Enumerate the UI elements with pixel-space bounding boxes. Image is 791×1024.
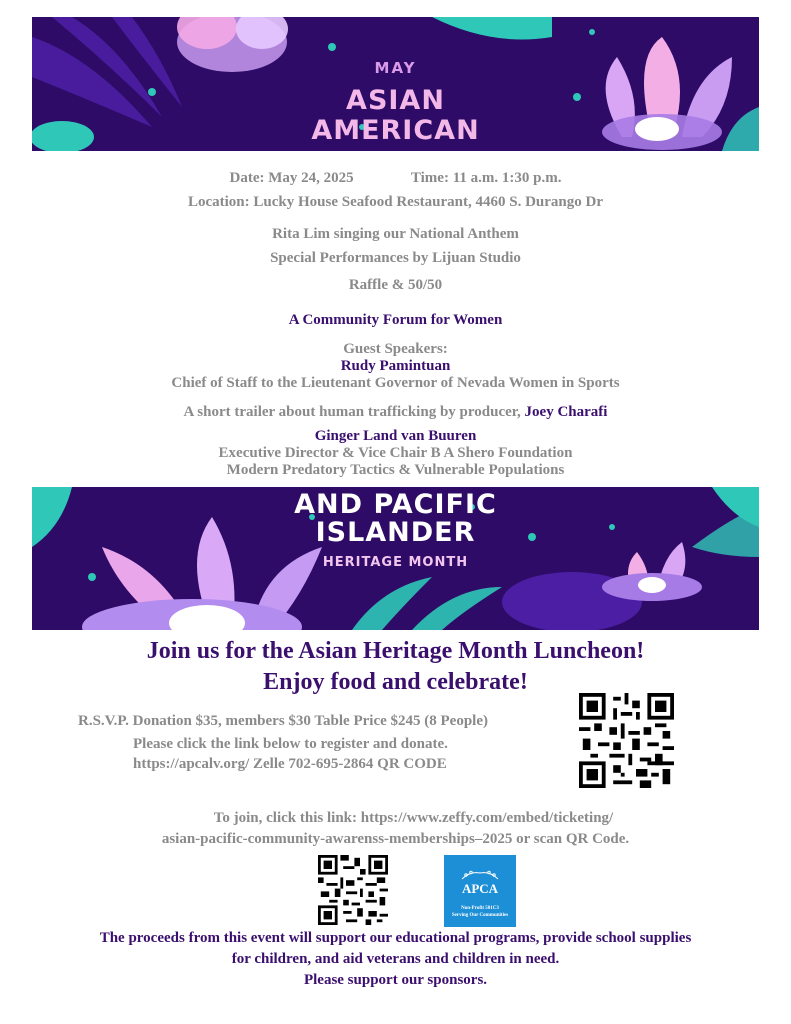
top-banner xyxy=(32,17,759,151)
join-link-line1[interactable]: To join, click this link: https://www.zeffy.com/embed/ticketing/ xyxy=(213,810,614,826)
bottom-banner xyxy=(32,487,759,630)
footer-line3: Please support our sponsors. xyxy=(303,972,488,988)
footer-line1: The proceeds from this event will support our educational programs, provide school supplies xyxy=(99,930,692,946)
speaker1-title: Chief of Staff to the Lieutenant Governor of Nevada Women in Sports xyxy=(171,375,620,391)
lotus-icon xyxy=(602,542,702,601)
banner-subtitle: HERITAGE MONTH xyxy=(322,555,469,570)
trailer-producer: Joey Charafi xyxy=(524,404,608,420)
event-date: Date: May 24, 2025 xyxy=(229,170,354,186)
logo-name: APCA xyxy=(461,881,499,896)
rsvp-instructions: Please click the link below to register and donate. xyxy=(133,736,448,752)
rsvp-link-zelle[interactable]: https://apcalv.org/ Zelle 702-695-2864 QR CODE xyxy=(133,756,447,772)
trailer-text xyxy=(0,404,791,421)
speaker2-name: Ginger Land van Buuren xyxy=(314,428,477,444)
forum-title: A Community Forum for Women xyxy=(288,312,503,328)
banner-month: MAY xyxy=(374,59,417,77)
event-performances: Special Performances by Lijuan Studio xyxy=(270,250,521,266)
logo-caption1: Non-Profit 501C3 xyxy=(461,906,499,911)
banner-title-line1: ASIAN xyxy=(346,85,445,116)
event-time: Time: 11 a.m. 1:30 p.m. xyxy=(410,170,562,186)
event-location: Location: Lucky House Seafood Restaurant, 4460 S. Durango Dr xyxy=(187,194,604,210)
rsvp-pricing: R.S.V.P. Donation $35, members $30 Table Price $245 (8 People) xyxy=(78,713,488,729)
qr-code-icon xyxy=(318,855,388,925)
palm-leaf-icon xyxy=(352,577,502,630)
footer-line2: for children, and aid veterans and children in need. xyxy=(231,951,560,967)
speaker2-title: Executive Director & Vice Chair B A Shero Foundation xyxy=(218,445,573,461)
apca-logo xyxy=(444,855,516,927)
event-anthem: Rita Lim singing our National Anthem xyxy=(272,226,519,242)
event-raffle: Raffle & 50/50 xyxy=(348,277,443,293)
event-date-time xyxy=(0,170,791,187)
qr-code-icon xyxy=(579,693,674,788)
speaker2-topic: Modern Predatory Tactics & Vulnerable Populations xyxy=(226,462,565,478)
banner-title-line4: ISLANDER xyxy=(315,517,476,548)
banner-title-line3: AND PACIFIC xyxy=(294,489,497,520)
logo-caption2: Serving Our Communities xyxy=(451,913,509,918)
banner-title-line2: AMERICAN xyxy=(311,115,480,146)
trailer-description: A short trailer about human trafficking by producer, xyxy=(183,404,521,420)
cta-subheadline: Enjoy food and celebrate! xyxy=(263,669,528,695)
speakers-label: Guest Speakers: xyxy=(343,341,448,357)
join-link-line2[interactable]: asian-pacific-community-awarenss-memberships–2025 or scan QR Code. xyxy=(161,831,630,847)
cta-headline: Join us for the Asian Heritage Month Luncheon! xyxy=(146,638,645,664)
speaker1-name: Rudy Pamintuan xyxy=(340,358,451,374)
